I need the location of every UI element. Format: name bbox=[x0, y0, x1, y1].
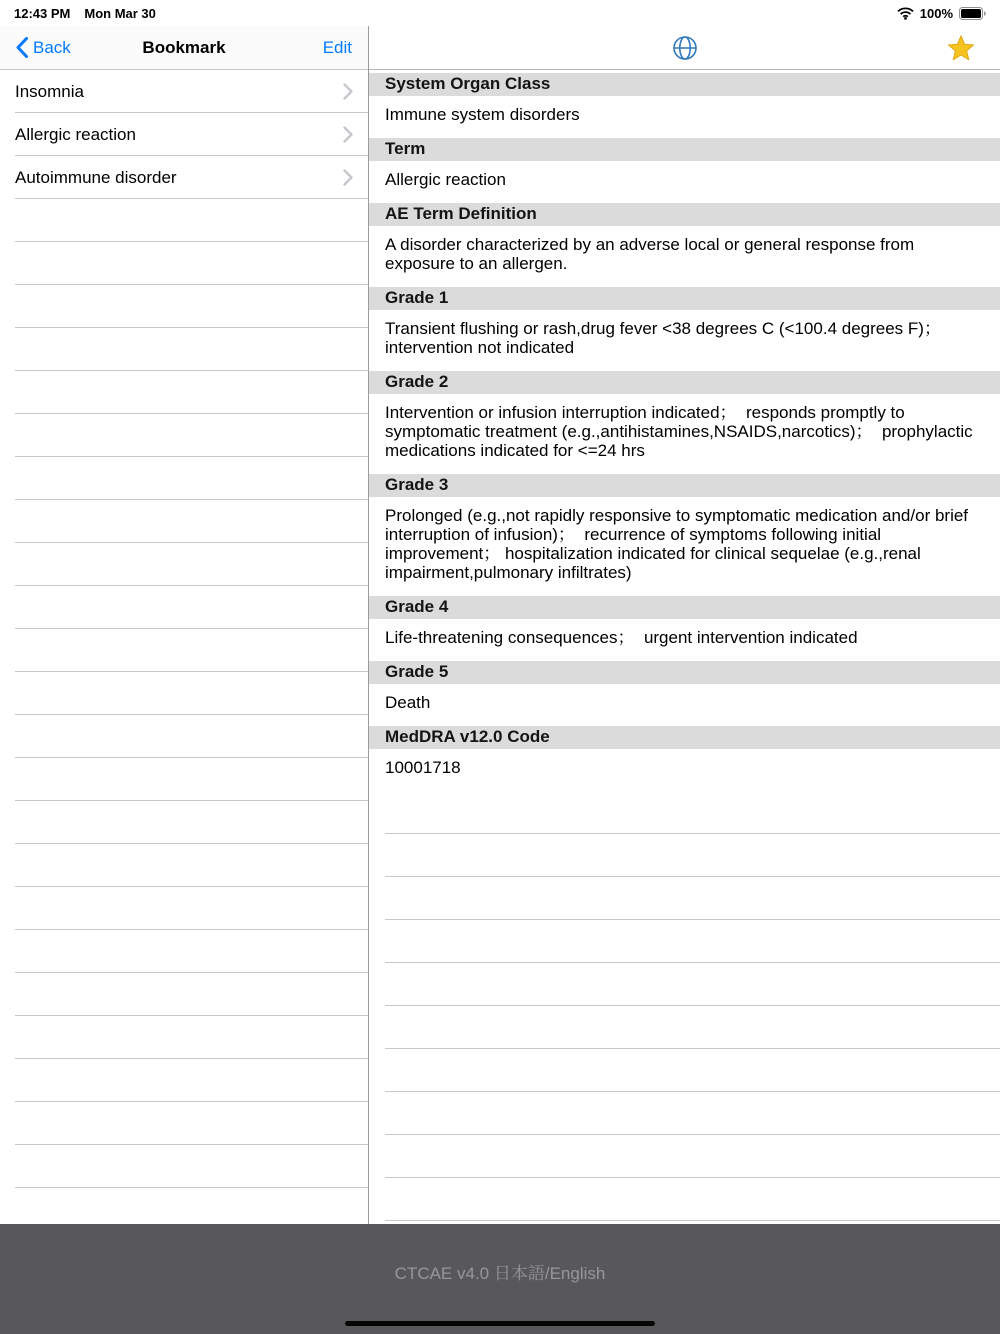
section-body: Life-threatening consequences； urgent intervention indicated bbox=[385, 628, 858, 647]
empty-list-row bbox=[0, 1102, 368, 1145]
bookmark-item[interactable] bbox=[0, 113, 368, 156]
empty-detail-row bbox=[385, 1006, 1000, 1049]
empty-detail-row bbox=[385, 1178, 1000, 1221]
section-header: Term bbox=[369, 138, 1000, 161]
empty-list-row bbox=[0, 801, 368, 844]
app-title: CTCAE v4.0 日本語/English bbox=[394, 1264, 606, 1283]
empty-list-row bbox=[0, 758, 368, 801]
empty-list-row bbox=[0, 371, 368, 414]
section-header: MedDRA v12.0 Code bbox=[369, 726, 1000, 749]
bookmark-item[interactable] bbox=[0, 70, 368, 113]
section-header: Grade 2 bbox=[369, 371, 1000, 394]
section-body: A disorder characterized by an adverse local or general response from exposure to an allergen. bbox=[385, 235, 919, 273]
empty-detail-row bbox=[385, 963, 1000, 1006]
empty-list-row bbox=[0, 242, 368, 285]
back-label: Back bbox=[33, 37, 71, 57]
empty-list-row bbox=[0, 887, 368, 930]
status-left bbox=[14, 6, 156, 21]
section-header: AE Term Definition bbox=[369, 203, 1000, 226]
detail-panel bbox=[369, 26, 1000, 1224]
empty-detail-row bbox=[385, 920, 1000, 963]
bookmark-star-button[interactable] bbox=[946, 33, 976, 63]
empty-list-row bbox=[0, 930, 368, 973]
bookmark-list bbox=[0, 70, 368, 1224]
section-body: 10001718 bbox=[385, 758, 461, 777]
empty-list-row bbox=[0, 285, 368, 328]
section-body: Transient flushing or rash,drug fever <38 degrees C (<100.4 degrees F)； intervention not indicated bbox=[385, 319, 946, 357]
empty-list-row bbox=[0, 500, 368, 543]
back-chevron-icon bbox=[16, 37, 28, 58]
section-header: Grade 5 bbox=[369, 661, 1000, 684]
section-header: Grade 3 bbox=[369, 474, 1000, 497]
empty-list-row bbox=[0, 844, 368, 887]
empty-list-row bbox=[0, 414, 368, 457]
sidebar-nav-bar bbox=[0, 26, 368, 70]
section-body: Prolonged (e.g.,not rapidly responsive to symptomatic medication and/or brief interruption of infusion)； recurrence of symptoms following initial improvement； hospitalization indicated for clinical sequelae (e.g.,renal impairment,pulmonary infiltrates) bbox=[385, 506, 973, 582]
section-body: Death bbox=[385, 693, 431, 712]
globe-language-button[interactable] bbox=[671, 34, 699, 62]
section-header: System Organ Class bbox=[369, 73, 1000, 96]
empty-list-row bbox=[0, 1145, 368, 1188]
wifi-icon bbox=[897, 7, 914, 20]
empty-detail-row bbox=[385, 1135, 1000, 1178]
empty-list-row bbox=[0, 328, 368, 371]
section-body: Allergic reaction bbox=[385, 170, 506, 189]
empty-detail-row bbox=[385, 834, 1000, 877]
edit-button[interactable]: Edit bbox=[322, 37, 352, 57]
section-body: Intervention or infusion interruption indicated； responds promptly to symptomatic treatment (e.g.,antihistamines,NSAIDS,narcotics)； prophylactic medications indicated for <=24 hrs bbox=[385, 403, 978, 460]
empty-list-row bbox=[0, 1188, 368, 1224]
empty-list-row bbox=[0, 586, 368, 629]
empty-detail-row bbox=[385, 1049, 1000, 1092]
empty-detail-row bbox=[385, 877, 1000, 920]
empty-list-row bbox=[0, 1059, 368, 1102]
status-date: Mon Mar 30 bbox=[84, 5, 156, 21]
empty-list-row bbox=[0, 199, 368, 242]
detail-toolbar bbox=[369, 26, 1000, 70]
home-indicator[interactable] bbox=[345, 1321, 655, 1326]
empty-list-row bbox=[0, 715, 368, 758]
bookmark-item[interactable] bbox=[0, 156, 368, 199]
section-header: Grade 1 bbox=[369, 287, 1000, 310]
page-title: Bookmark bbox=[142, 37, 226, 57]
section-body: Immune system disorders bbox=[385, 105, 580, 124]
empty-list-row bbox=[0, 457, 368, 500]
empty-list-row bbox=[0, 973, 368, 1016]
section-header: Grade 4 bbox=[369, 596, 1000, 619]
status-time: 12:43 PM bbox=[14, 5, 71, 21]
bookmark-item-label: Autoimmune disorder bbox=[15, 167, 177, 187]
chevron-right-icon bbox=[343, 126, 353, 143]
bookmark-item-label: Allergic reaction bbox=[15, 124, 136, 144]
empty-list-row bbox=[0, 629, 368, 672]
empty-detail-row bbox=[385, 1092, 1000, 1135]
back-button[interactable] bbox=[16, 37, 71, 58]
chevron-right-icon bbox=[343, 83, 353, 100]
empty-list-row bbox=[0, 672, 368, 715]
empty-list-row bbox=[0, 1016, 368, 1059]
footer-bar bbox=[0, 1224, 1000, 1334]
bookmark-item-label: Insomnia bbox=[15, 81, 84, 101]
status-bar bbox=[0, 0, 1000, 26]
bookmark-panel bbox=[0, 26, 369, 1224]
battery-icon bbox=[959, 7, 986, 20]
empty-detail-row bbox=[385, 791, 1000, 834]
status-right bbox=[897, 6, 986, 21]
main-split bbox=[0, 26, 1000, 1224]
chevron-right-icon bbox=[343, 169, 353, 186]
empty-list-row bbox=[0, 543, 368, 586]
detail-sections bbox=[369, 70, 1000, 1224]
battery-percent: 100% bbox=[919, 5, 953, 21]
